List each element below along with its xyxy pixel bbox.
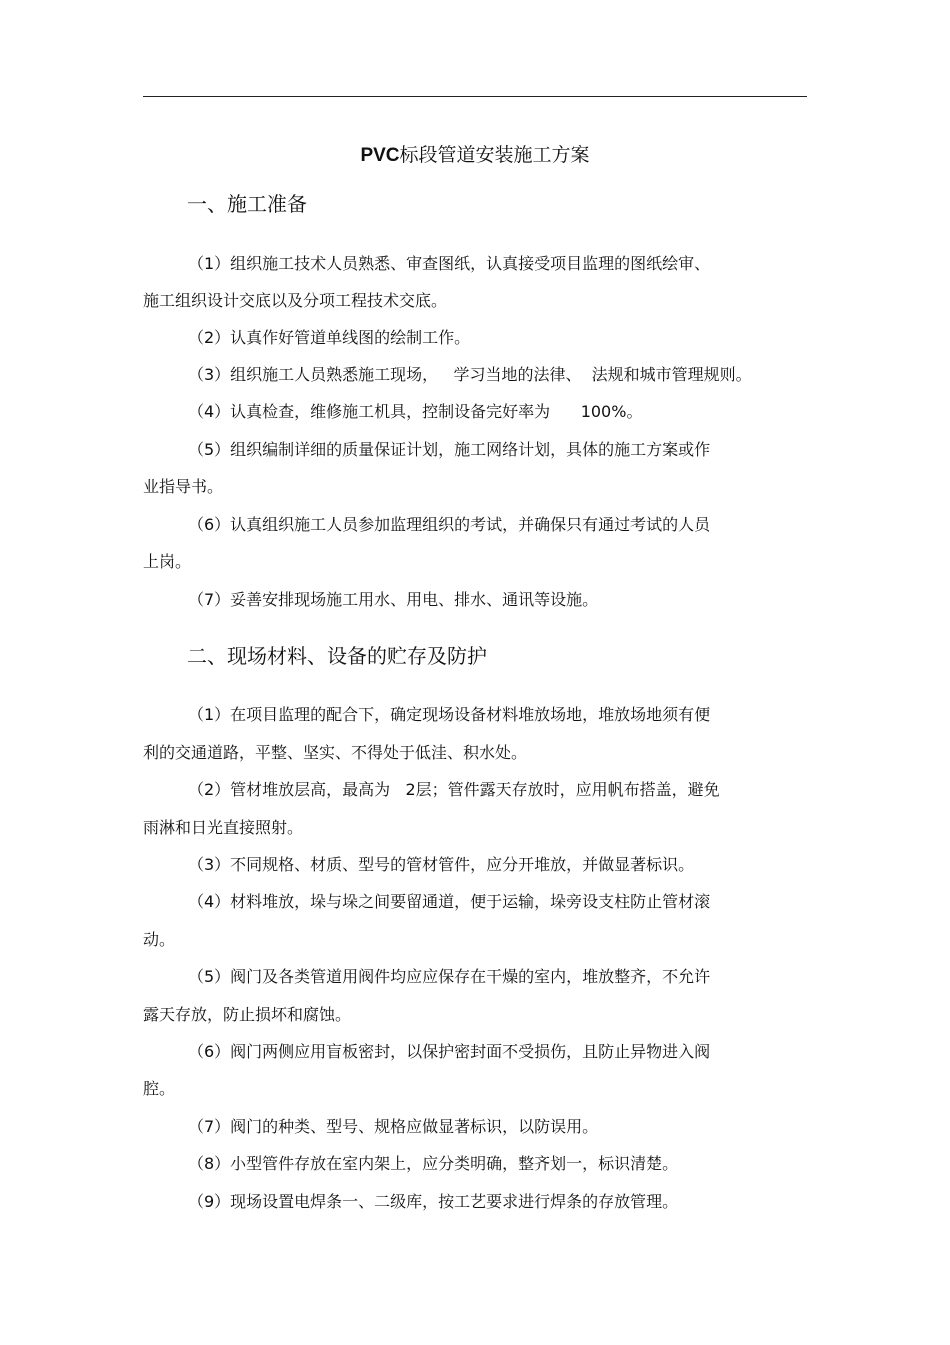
section-heading-2: 二、现场材料、设备的贮存及防护 <box>187 644 487 668</box>
title-rest: 标段管道安装施工方案 <box>399 144 590 166</box>
paragraph-line: 露天存放，防止损坏和腐蚀。 <box>143 1005 352 1024</box>
paragraph-line: （6）阀门两侧应用盲板密封，以保护密封面不受损伤，且防止异物进入阀 <box>188 1042 711 1061</box>
paragraph-line: （9）现场设置电焊条一、二级库，按工艺要求进行焊条的存放管理。 <box>188 1192 679 1211</box>
paragraph-line: 上岗。 <box>143 552 192 571</box>
paragraph-line: 腔。 <box>143 1079 176 1098</box>
paragraph-line: （8）小型管件存放在室内架上，应分类明确，整齐划一，标识清楚。 <box>188 1154 679 1173</box>
paragraph-line: 业指导书。 <box>143 477 224 496</box>
paragraph-line: （6）认真组织施工人员参加监理组织的考试，并确保只有通过考试的人员 <box>188 515 711 534</box>
paragraph-line: （2）认真作好管道单线图的绘制工作。 <box>188 328 471 347</box>
paragraph-line: （2）管材堆放层高，最高为 2层；管件露天存放时，应用帆布搭盖，避免 <box>188 780 720 799</box>
paragraph-line: 施工组织设计交底以及分项工程技术交底。 <box>143 291 448 310</box>
paragraph-line: （5）组织编制详细的质量保证计划，施工网络计划，具体的施工方案或作 <box>188 440 711 459</box>
paragraph-line: （5）阀门及各类管道用阀件均应应保存在干燥的室内，堆放整齐，不允许 <box>188 967 711 986</box>
paragraph-line: （4）认真检查，维修施工机具，控制设备完好率为 100%。 <box>188 402 643 421</box>
title-latin: PVC <box>360 145 400 166</box>
header-rule <box>143 96 807 97</box>
paragraph-line: （7）妥善安排现场施工用水、用电、排水、通讯等设施。 <box>188 590 599 609</box>
paragraph-line: （3）组织施工人员熟悉施工现场， 学习当地的法律、 法规和城市管理规则。 <box>188 365 752 384</box>
paragraph-line: （1）组织施工技术人员熟悉、审查图纸，认真接受项目监理的图纸绘审、 <box>188 254 711 273</box>
paragraph-line: （3）不同规格、材质、型号的管材管件，应分开堆放，并做显著标识。 <box>188 855 695 874</box>
paragraph-line: （7）阀门的种类、型号、规格应做显著标识，以防误用。 <box>188 1117 599 1136</box>
document-title <box>0 142 950 169</box>
paragraph-line: 雨淋和日光直接照射。 <box>143 818 304 837</box>
paragraph-line: 动。 <box>143 930 176 949</box>
paragraph-line: 利的交通道路，平整、坚实、不得处于低洼、积水处。 <box>143 743 528 762</box>
section-heading-1: 一、施工准备 <box>187 192 307 216</box>
paragraph-line: （4）材料堆放，垛与垛之间要留通道，便于运输，垛旁设支柱防止管材滚 <box>188 892 711 911</box>
paragraph-line: （1）在项目监理的配合下，确定现场设备材料堆放场地，堆放场地须有便 <box>188 705 711 724</box>
